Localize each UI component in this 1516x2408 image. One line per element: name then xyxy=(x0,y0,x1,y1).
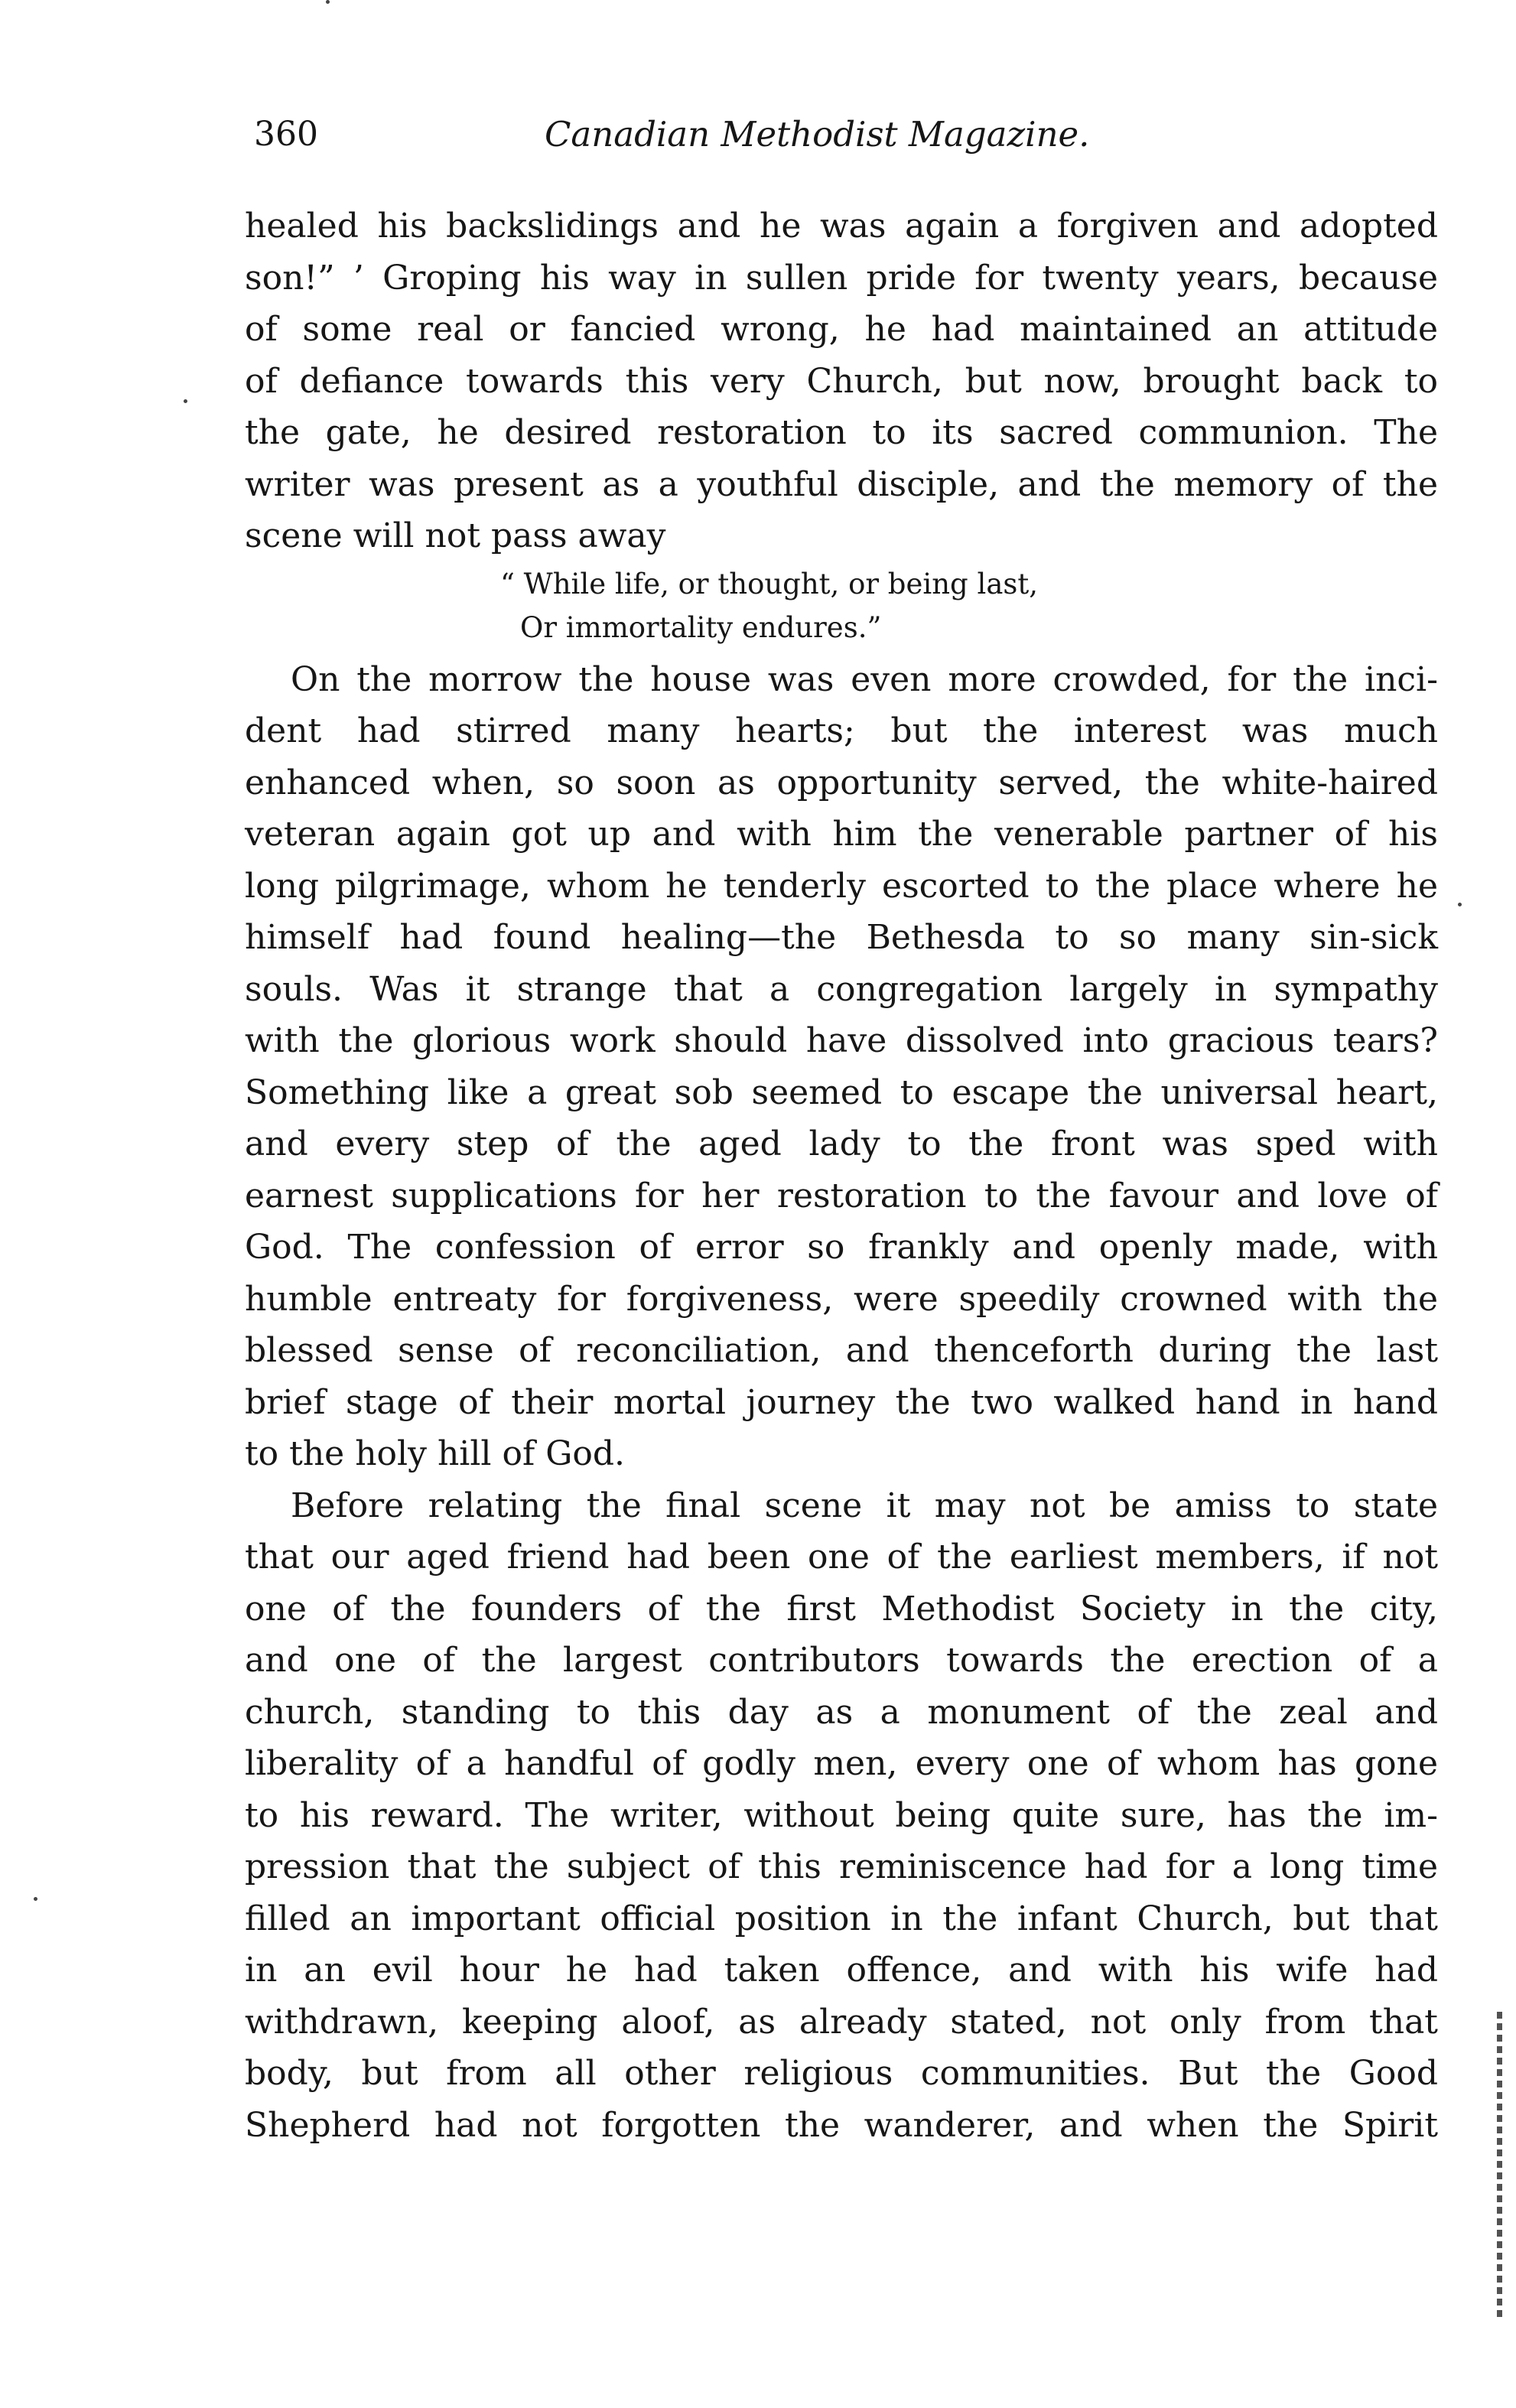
text-line: of some real or fancied wrong, he had maintained an attitude xyxy=(245,310,1438,349)
quote-line: “ While life, or thought, or being last, xyxy=(500,567,1038,600)
text-line: brief stage of their mortal journey the two walked hand in hand xyxy=(245,1382,1438,1422)
running-title: Canadian Methodist Magazine. xyxy=(545,114,1090,155)
text-line: dent had stirred many hearts; but the interest was much xyxy=(245,711,1438,750)
scan-speck xyxy=(184,399,187,403)
text-line: and one of the largest contributors towards the erection of a xyxy=(245,1641,1438,1680)
text-line: filled an important official position in the infant Church, but that xyxy=(245,1899,1438,1938)
text-line: to his reward. The writer, without being quite sure, has the im- xyxy=(245,1795,1438,1835)
page-header xyxy=(245,112,1438,165)
scan-speck xyxy=(326,0,330,4)
text-line: long pilgrimage, whom he tenderly escorted to the place where he xyxy=(245,866,1438,906)
quote-line: Or immortality endures.” xyxy=(520,610,882,644)
body-text xyxy=(245,200,1438,2151)
text-line: Before relating the final scene it may not be amiss to state xyxy=(291,1485,1438,1525)
text-line: in an evil hour he had taken offence, and with his wife had xyxy=(245,1951,1438,1990)
text-line: the gate, he desired restoration to its sacred communion. The xyxy=(245,413,1438,452)
text-line: enhanced when, so soon as opportunity served, the white-haired xyxy=(245,763,1438,802)
text-line: one of the founders of the first Methodist Society in the city, xyxy=(245,1589,1438,1629)
paragraph-continuation xyxy=(245,200,1438,562)
paragraph-morrow xyxy=(245,654,1438,1480)
text-line: pression that the subject of this reminiscence had for a long time xyxy=(245,1847,1438,1886)
scan-speck xyxy=(34,1897,37,1901)
scan-edge-mark xyxy=(1497,2012,1502,2318)
text-line: earnest supplications for her restoration to the favour and love of xyxy=(245,1176,1438,1215)
text-line: Something like a great sob seemed to escape the universal heart, xyxy=(245,1072,1438,1112)
text-line: and every step of the aged lady to the front was sped with xyxy=(245,1124,1438,1163)
text-line: to the holy hill of God. xyxy=(245,1434,626,1473)
text-line: God. The confession of error so frankly and openly made, with xyxy=(245,1228,1438,1267)
text-line: veteran again got up and with him the venerable partner of his xyxy=(245,815,1438,854)
text-line: church, standing to this day as a monument of the zeal and xyxy=(245,1692,1438,1732)
text-line: himself had found healing—the Bethesda to so many sin-sick xyxy=(245,918,1438,957)
text-line: souls. Was it strange that a congregation largely in sympathy xyxy=(245,969,1438,1009)
text-line: On the morrow the house was even more crowded, for the inci- xyxy=(291,659,1438,699)
text-line: blessed sense of reconciliation, and thenceforth during the last xyxy=(245,1331,1438,1370)
text-line: scene will not pass away xyxy=(245,516,666,555)
text-line: body, but from all other religious communities. But the Good xyxy=(245,2054,1438,2093)
paragraph-before-relating xyxy=(245,1480,1438,2152)
text-line: Shepherd had not forgotten the wanderer, and when the Spirit xyxy=(245,2105,1438,2145)
text-line: with the glorious work should have dissolved into gracious tears? xyxy=(245,1021,1438,1060)
text-line: that our aged friend had been one of the earliest members, if not xyxy=(245,1538,1438,1577)
scan-speck xyxy=(1458,903,1462,906)
text-line: writer was present as a youthful disciple, and the memory of the xyxy=(245,464,1438,504)
text-line: withdrawn, keeping aloof, as already stated, not only from that xyxy=(245,2002,1438,2042)
text-line: of defiance towards this very Church, but now, brought back to xyxy=(245,361,1438,401)
text-line: son!” ’ Groping his way in sullen pride for twenty years, because xyxy=(245,258,1438,298)
text-line: humble entreaty for forgiveness, were speedily crowned with the xyxy=(245,1279,1438,1319)
page-number: 360 xyxy=(254,115,318,154)
text-line: liberality of a handful of godly men, every one of whom has gone xyxy=(245,1744,1438,1783)
text-line: healed his backslidings and he was again a forgiven and adopted xyxy=(245,207,1438,246)
verse-quotation xyxy=(245,562,1495,649)
